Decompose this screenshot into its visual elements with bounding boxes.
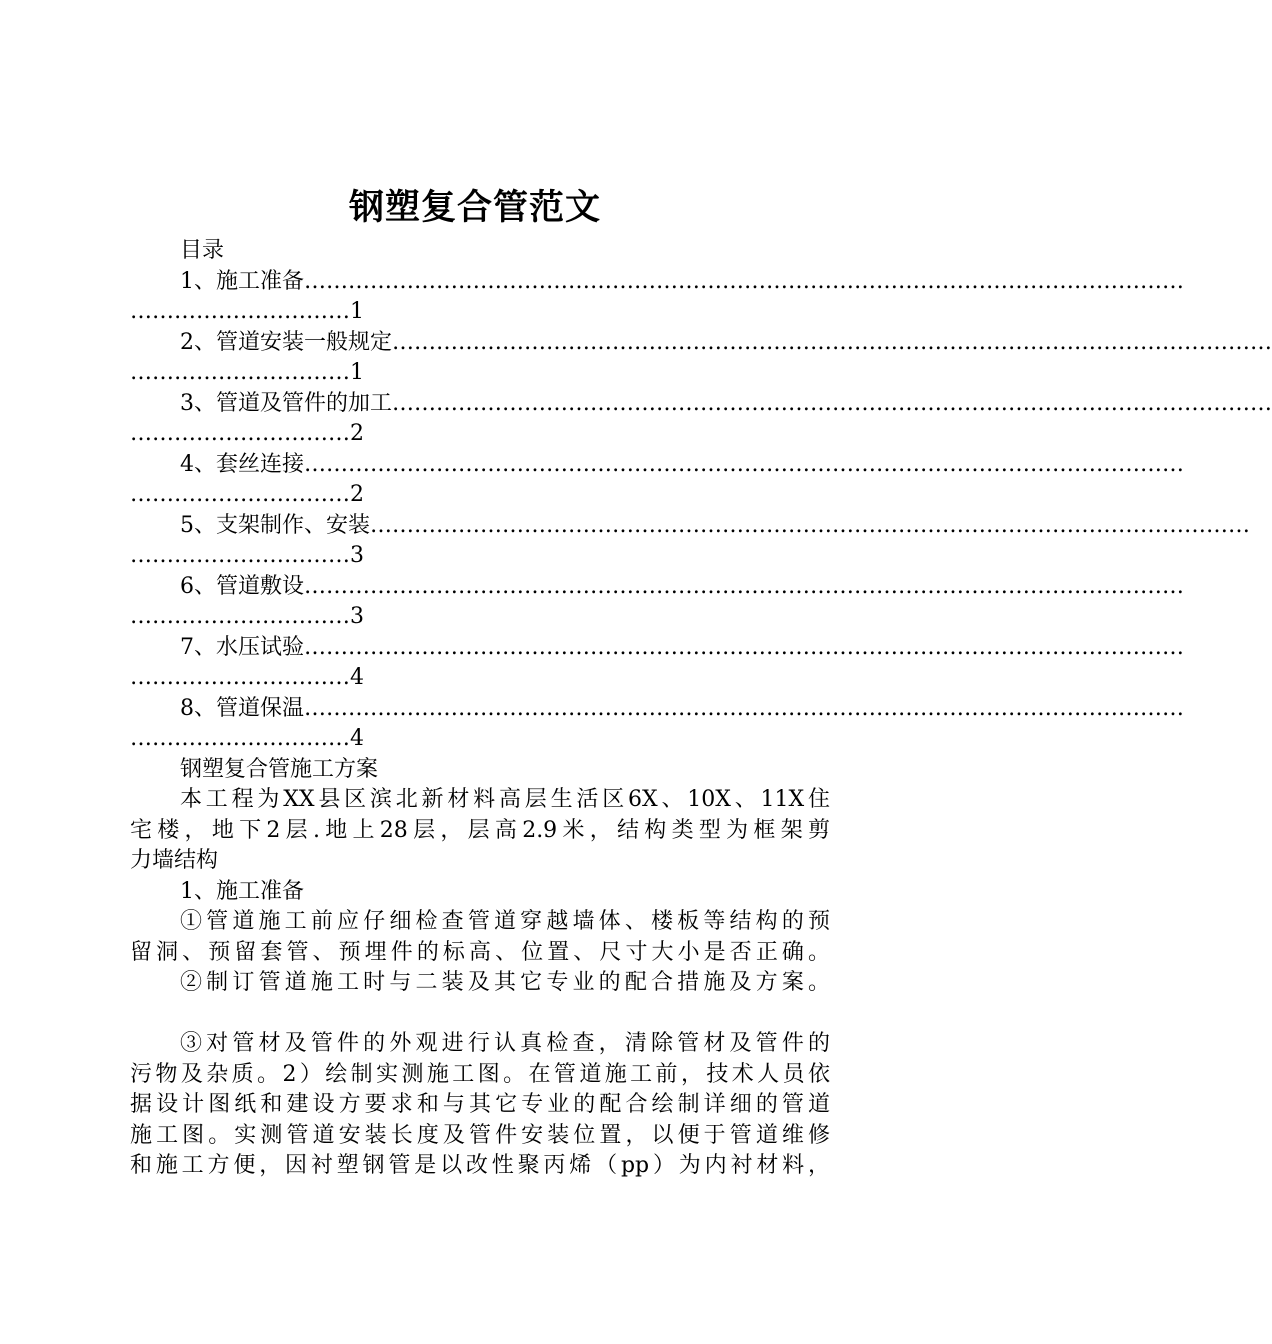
toc-entry [130,511,1250,542]
toc-entry [130,572,1184,603]
toc-heading: 目录 [180,238,225,263]
toc-leader-dots: ………………………………………………………………………………………………………… [370,512,1250,538]
toc-leader-dots: ………………………………………………………………………………………………………… [392,390,1272,416]
paragraph-line: ①管道施工前应仔细检查管道穿越墙体、楼板等结构的预 [180,909,830,934]
toc-entry-continuation [130,724,830,755]
toc-entry-continuation [130,480,830,511]
toc-leader-dots: ………………………………………………………………………………………………………… [304,268,1184,294]
toc-leader-dots: ………………………………………………………………………………………………………… [392,329,1272,355]
toc-entry-label: 7、水压试验 [180,634,304,660]
toc-page-number: 3 [350,604,364,629]
toc-leader-dots: ………………………… [130,421,350,446]
toc-entry-label: 4、套丝连接 [180,451,304,477]
toc-entry-label: 3、管道及管件的加工 [180,390,392,416]
toc-page-number: 1 [350,360,364,385]
toc-entry [130,450,1184,481]
toc-leader-dots: ………………………… [130,299,350,324]
section-heading: 1、施工准备 [180,878,304,904]
paragraph-line: 施工图。实测管道安装长度及管件安装位置，以便于管道维修 [130,1122,830,1148]
toc-entry-continuation [130,419,830,450]
document-title: 钢塑复合管范文 [348,187,601,228]
toc-leader-dots: ………………………… [130,360,350,385]
toc-entry-continuation [130,297,830,328]
toc-page-number: 2 [350,421,364,446]
toc-leader-dots: ………………………………………………………………………………………………………… [304,573,1184,599]
toc-entry [130,389,1272,420]
table-of-contents [130,267,1272,755]
toc-leader-dots: ………………………… [130,482,350,507]
toc-leader-dots: ………………………… [130,726,350,751]
toc-page-number: 2 [350,482,364,507]
toc-entry-label: 5、支架制作、安装 [180,512,370,538]
toc-leader-dots: ………………………………………………………………………………………………………… [304,695,1184,721]
toc-entry-label: 8、管道保温 [180,695,304,721]
toc-leader-dots: ………………………… [130,604,350,629]
toc-entry-continuation [130,663,830,694]
toc-page-number: 1 [350,299,364,324]
paragraph-line: 污物及杂质。2）绘制实测施工图。在管道施工前，技术人员依 [130,1061,830,1087]
toc-entry-continuation [130,541,830,572]
document-body [130,236,1272,1182]
toc-leader-dots: ………………………… [130,543,350,568]
toc-leader-dots: ………………………………………………………………………………………………………… [304,634,1184,660]
toc-entry [130,694,1184,725]
toc-entry-continuation [130,602,830,633]
blank-line [130,999,830,1030]
intro-line: 宅楼，地下2层.地上28层，层高2.9米，结构类型为框架剪 [130,817,830,843]
toc-entry [130,633,1184,664]
toc-entry-label: 1、施工准备 [180,268,304,294]
toc-entry-label: 2、管道安装一般规定 [180,329,392,355]
paragraph-line: ③对管材及管件的外观进行认真检查，清除管材及管件的 [180,1031,830,1056]
toc-page-number: 4 [350,665,364,690]
toc-entry [130,328,1272,359]
intro-line: 本工程为XX县区滨北新材料高层生活区6X、10X、11X住 [180,787,830,812]
paragraph-line: 留洞、预留套管、预埋件的标高、位置、尺寸大小是否正确。 [130,939,830,965]
plan-heading: 钢塑复合管施工方案 [180,756,379,782]
toc-page-number: 3 [350,543,364,568]
paragraph-line: 和施工方便，因衬塑钢管是以改性聚丙烯（pp）为内衬材料， [130,1153,830,1178]
toc-entry [130,267,1184,298]
toc-entry-label: 6、管道敷设 [180,573,304,599]
intro-line: 力墙结构 [130,848,219,873]
toc-entry-continuation [130,358,830,389]
paragraph-line: ②制订管道施工时与二装及其它专业的配合措施及方案。 [180,970,830,995]
toc-leader-dots: ………………………… [130,665,350,690]
paragraph-line: 据设计图纸和建设方要求和与其它专业的配合绘制详细的管道 [130,1092,830,1117]
toc-page-number: 4 [350,726,364,751]
toc-leader-dots: ………………………………………………………………………………………………………… [304,451,1184,477]
